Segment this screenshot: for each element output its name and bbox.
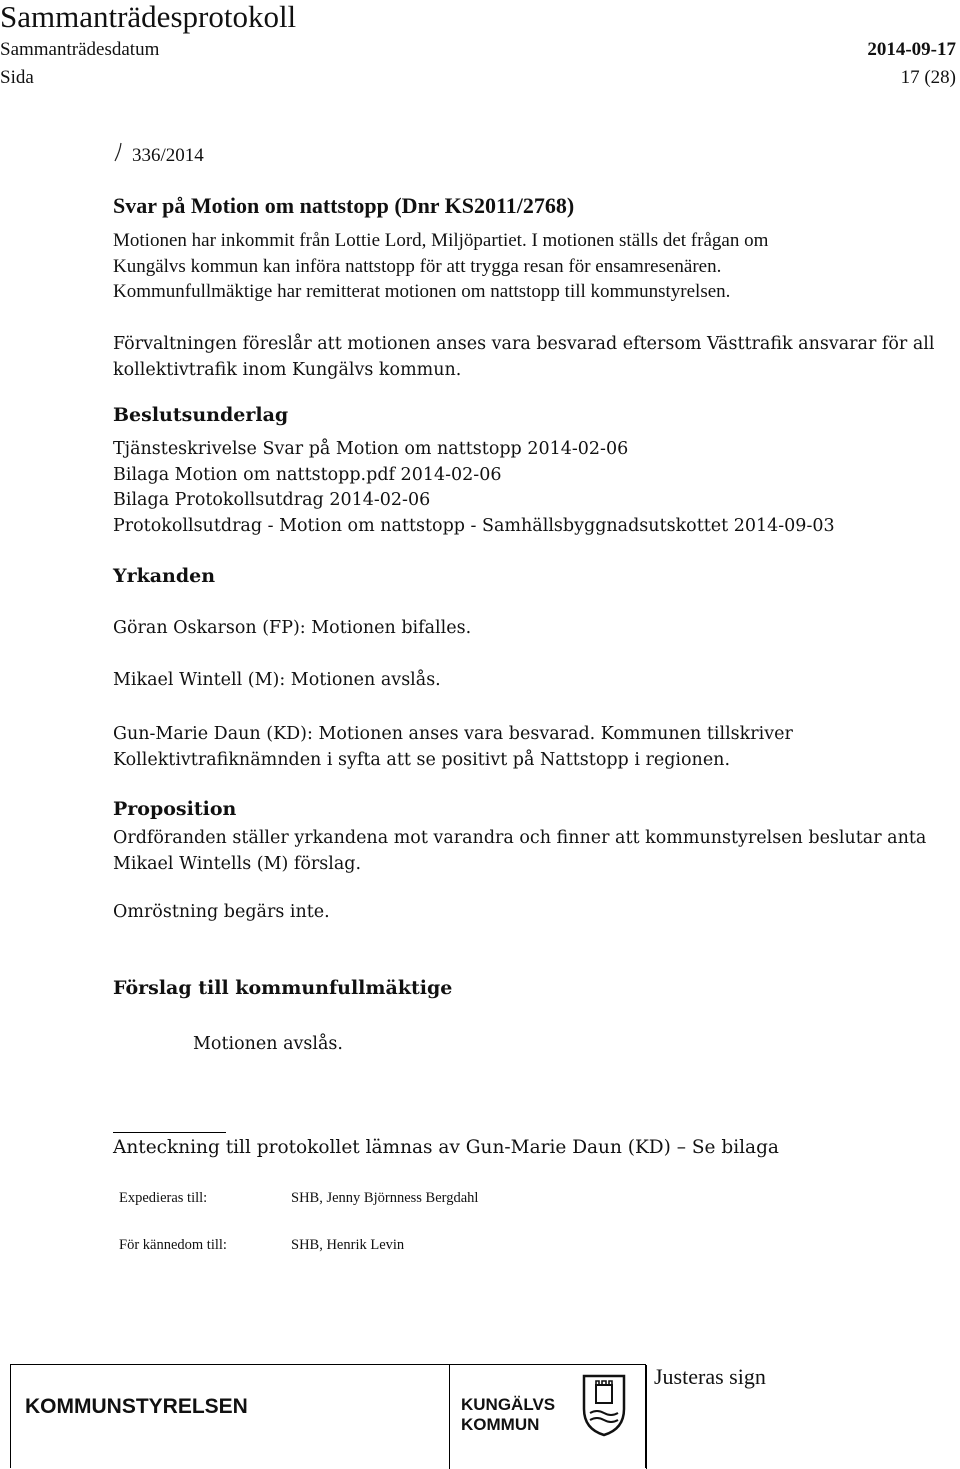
claim-3 (113, 721, 793, 773)
section-number: 336/2014 (132, 145, 204, 166)
vote-text: Omröstning begärs inte. (113, 902, 330, 922)
page-label: Sida (0, 67, 34, 88)
note-text: Anteckning till protokollet lämnas av Gun-Marie Daun (KD) – Se bilaga (113, 1137, 779, 1158)
page-number: 17 (28) (900, 67, 956, 88)
council-text: Motionen avslås. (193, 1034, 343, 1054)
meeting-date-label: Sammanträdesdatum (0, 39, 160, 60)
organisation-name: KOMMUNSTYRELSEN (25, 1395, 248, 1418)
basis-item-4: Protokollsutdrag - Motion om nattstopp - Samhällsbyggnadsutskottet 2014-09-03 (113, 515, 835, 536)
municipality-logo-text (461, 1395, 555, 1435)
note-rule (113, 1132, 226, 1133)
footer-divider-right (646, 1365, 647, 1469)
proposition-heading: Proposition (113, 798, 237, 820)
proposal-line-1: Förvaltningen föreslår att motionen anses vara besvarad eftersom Västtrafik ansvarar för all (113, 334, 935, 354)
basis-item-3: Bilaga Protokollsutdrag 2014-02-06 (113, 490, 431, 510)
footer-divider (449, 1365, 450, 1469)
info-value: SHB, Henrik Levin (291, 1237, 405, 1253)
municipality-crest-icon (581, 1373, 627, 1437)
basis-heading: Beslutsunderlag (113, 404, 289, 426)
basis-list (113, 437, 835, 539)
sent-label: Expedieras till: (119, 1190, 208, 1206)
proposition-text (113, 825, 926, 877)
sent-value: SHB, Jenny Björnness Bergdahl (291, 1190, 479, 1206)
document-title: Sammanträdesprotokoll (0, 0, 297, 34)
section-heading: Svar på Motion om nattstopp (Dnr KS2011/2768) (113, 193, 575, 218)
info-label: För kännedom till: (119, 1237, 227, 1253)
section-mark-icon (112, 141, 126, 167)
intro-line-2: Kungälvs kommun kan införa nattstopp för att trygga resan för ensamresenären. (113, 255, 722, 277)
claim-2: Mikael Wintell (M): Motionen avslås. (113, 670, 441, 690)
proposition-line-2: Mikael Wintells (M) förslag. (113, 854, 362, 874)
proposal-line-2: kollektivtrafik inom Kungälvs kommun. (113, 360, 462, 380)
logo-line-1: KUNGÄLVS (461, 1395, 556, 1414)
basis-item-2: Bilaga Motion om nattstopp.pdf 2014-02-06 (113, 464, 502, 485)
claim-3-line-2: Kollektivtrafiknämnden i syfta att se positivt på Nattstopp i regionen. (113, 750, 731, 770)
intro-paragraph (113, 228, 768, 305)
proposition-line-1: Ordföranden ställer yrkandena mot varandra och finner att kommunstyrelsen beslutar anta (113, 828, 927, 848)
claims-heading: Yrkanden (113, 565, 216, 587)
logo-line-2: KOMMUN (461, 1415, 540, 1434)
proposal-paragraph (113, 331, 934, 383)
footer-box (10, 1364, 646, 1468)
section-number-row (112, 141, 204, 170)
intro-line-3: Kommunfullmäktige har remitterat motionen om nattstopp till kommunstyrelsen. (113, 281, 731, 302)
signature-label: Justeras sign (654, 1364, 766, 1389)
basis-item-1: Tjänsteskrivelse Svar på Motion om nattstopp 2014-02-06 (113, 439, 629, 459)
claim-3-line-1: Gun-Marie Daun (KD): Motionen anses vara besvarad. Kommunen tillskriver (113, 724, 793, 744)
council-heading: Förslag till kommunfullmäktige (113, 977, 453, 999)
meeting-date-value: 2014-09-17 (867, 39, 956, 60)
intro-line-1: Motionen har inkommit från Lottie Lord, Miljöpartiet. I motionen ställs det frågan om (113, 230, 769, 251)
claim-1: Göran Oskarson (FP): Motionen bifalles. (113, 618, 472, 638)
